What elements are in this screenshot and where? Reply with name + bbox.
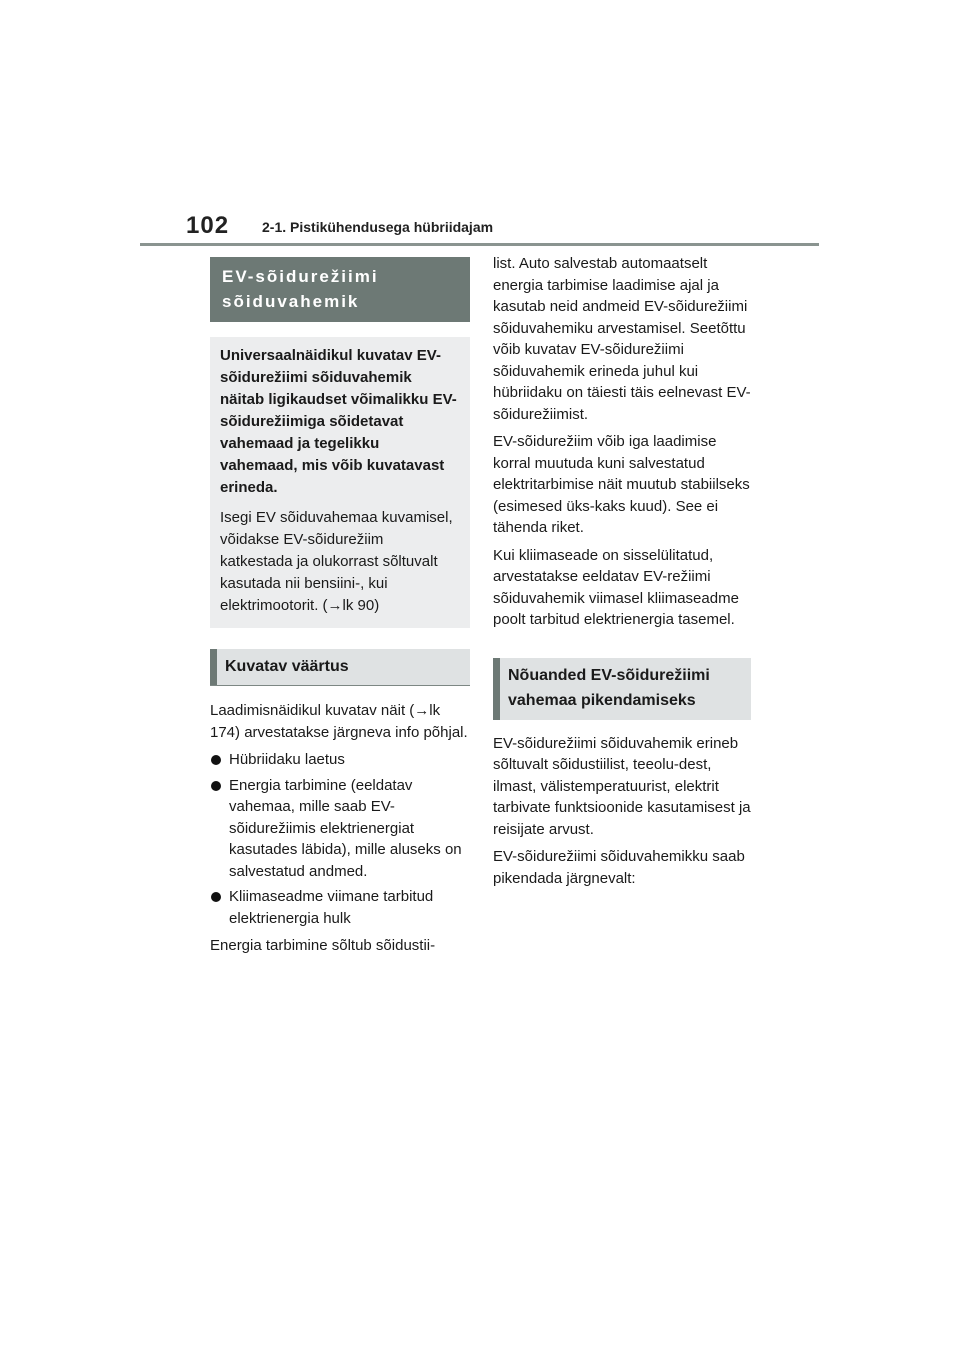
bullet-list (210, 749, 470, 929)
info-box-bold-text: Universaalnäidikul kuvatav EV-sõidurežiimi sõiduvahemik näitab ligikaudset võimalikku EV-sõidurežiimiga sõidetavat vahemaad ja tegelikku vahemaad, mis võib kuvatavast erineda. (220, 347, 457, 496)
list-item (210, 886, 470, 929)
right-body-2 (493, 733, 751, 890)
heading-accent-bar (210, 649, 217, 685)
bullet-icon (211, 755, 221, 765)
info-box-text: Isegi EV sõiduvahemaa kuvamisel, võidakse EV-sõidurežiim katkestada ja olukorrast sõltuvalt kasutada nii bensiini-, kui elektrimootorit. (→lk 90) (220, 509, 453, 614)
intro-paragraph: Laadimisnäidikul kuvatav näit (→lk 174) arvestatakse järgneva info põhjal. (210, 702, 468, 741)
paragraph: list. Auto salvestab automaatselt energia tarbimise laadimise ajal ja kasutab neid andmeid EV-sõidurežiimi sõiduvahemiku arvestamisel. Seetõttu võib kuvatav EV-sõidurežiimi sõiduvahemik erineda juhul kui hübriidaku on täiesti täis eelnevast EV-sõidurežiimist. (493, 255, 751, 423)
outro-paragraph: Energia tarbimine sõltub sõidustii- (210, 937, 436, 954)
header-divider (140, 243, 819, 246)
subheading-text: Nõuanded EV-sõidurežiimi vahemaa pikendamiseks (508, 666, 710, 709)
subheading-tips (493, 658, 751, 720)
right-body (493, 253, 751, 631)
paragraph: EV-sõidurežiimi sõiduvahemik erineb sõltuvalt sõidustiilist, teeolu-dest, ilmast, välistemperatuurist, elektrit tarbivate funktsioonide kasutamisest ja reisijate arvust. (493, 734, 751, 838)
list-item (210, 775, 470, 883)
list-item-text: Hübriidaku laetus (229, 751, 345, 768)
bullet-icon (211, 892, 221, 902)
paragraph: EV-sõidurežiim võib iga laadimise korral muutuda kuni salvestatud elektritarbimise näit muutub stabiilseks (esimesed üks-kaks kuud). See ei tähenda riket. (493, 433, 750, 536)
subheading-displayed-value (210, 649, 470, 686)
bullet-icon (211, 781, 221, 791)
page-number: 102 (186, 212, 230, 239)
list-item (210, 749, 470, 771)
heading-accent-bar (493, 658, 500, 720)
info-box (210, 337, 470, 628)
right-column (493, 253, 751, 895)
left-column (210, 257, 470, 963)
paragraph: Kui kliimaseade on sisselülitatud, arvestatakse eeldatav EV-režiimi sõiduvahemik viimasel kliimaseadme poolt tarbitud elektrienergia tasemel. (493, 546, 739, 628)
subheading-text: Kuvatav väärtus (225, 658, 349, 675)
left-body (210, 700, 470, 957)
section-title: 2-1. Pistikühendusega hübriidajam (262, 219, 494, 235)
list-item-text: Kliimaseadme viimane tarbitud elektrienergia hulk (229, 888, 434, 927)
section-heading: EV-sõidurežiimi sõiduvahemik (210, 257, 470, 322)
paragraph: EV-sõidurežiimi sõiduvahemikku saab pikendada järgnevalt: (493, 848, 745, 887)
list-item-text: Energia tarbimine (eeldatav vahemaa, mille saab EV-sõidurežiimis elektrienergiat kasutades läbida), mille aluseks on salvestatud andmed. (229, 776, 462, 880)
